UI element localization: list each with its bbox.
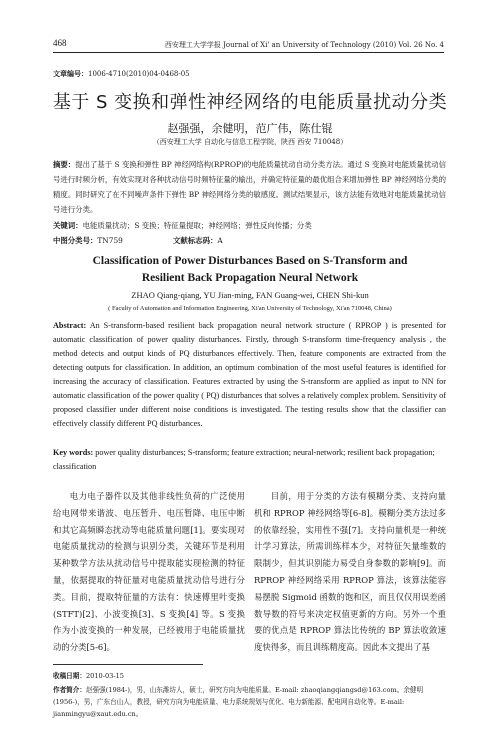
abstract-chinese [53,157,446,217]
article-number [53,69,190,79]
author-bio-label: 作者简介： [53,686,86,694]
keywords-text-english: power quality disturbances; S-transform; feature extraction; neural-network; resilient back propagation; classification [53,448,435,471]
affiliation-chinese: （西安理工大学 自动化与信息工程学院，陕西 西安 710048） [152,138,348,146]
body-paragraph-right: 目前，用于分类的方法有模糊分类、支持向量机和 RPROP 神经网络等[6-8]。模糊分类方法过多的依靠经验，实用性不强[7]。支持向量机是一种统计学习算法，所需训练样本少，对特征矢量维数的限制少，但其识别能力易受自身参数的影响[9]。而 RPROP 神经网络采用 RPROP 算法，该算法能容易摆脱 Sigmoid 函数的饱和区，而且仅仅用误差函数导数的符号来决定权值更新的方向。另外一个重要的优点是 RPROP 算法比传统的 BP 算法收敛速度快得多，而且训练精度高。因此本文提出了基 [254,491,446,653]
body-column-right [254,488,446,656]
author-bio-text: 赵强强(1984-)，男，山东潍坊人，硕士，研究方向为电能质量。E-mail: zhaoqiangqiangsd@163.com。余健明(1956-)，男，广东台山人，教授，研究方向为电能质量、电力系统规划与优化、电力新能源、配电网自动化等。E-mail: jianmingyu@xaut.edu.cn。 [53,686,424,718]
keywords-english [53,446,446,474]
footnote-received [53,670,446,682]
classification-line [53,235,446,246]
clc-label: 中图分类号： [53,236,98,245]
abstract-text-chinese: 提出了基于 S 变换和弹性 BP 神经网络构(RPROP)的电能质量扰动自动分类方法。通过 S 变换对电能质量扰动信号进行时频分析，有效实现对各种扰动信号时频特征量的输出，并确定特征量的最优组合来增加弹性 BP 神经网络分类的精度。同时研究了在不同噪声条件下弹性 BP 神经网络分类的敏感度。测试结果显示，该方法能有效地对电能质量扰动信号进行分类。 [53,160,446,214]
journal-citation: 西安理工大学学报 Journal of Xi' an University of Technology (2010) Vol. 26 No. 4 [164,41,444,49]
keywords-label-english: Key words: [53,448,94,457]
abstract-label-chinese: 摘要： [53,160,76,169]
doc-label: 文献标志码： [173,236,218,245]
page-number: 468 [53,38,67,48]
footnote-divider [53,664,203,665]
body-paragraph-left: 电力电子器件以及其他非线性负荷的广泛使用给电网带来谐波、电压暂升、电压暂降、电压中断和其它高频瞬态扰动等电能质量问题[1]。要实现对电能质量扰动的检测与识别分类，关键环节是利用某种数学方法从扰动信号中提取能实现检测的特征量，依据提取的特征量对电能质量扰动信号进行分类。目前，提取特征量的方法有：快速傅里叶变换(STFT)[2]、小波变换[3]、S 变换[4] 等。S 变换作为小波变换的一种发展，已经被用于电能质量扰动的分类[5-6]。 [53,491,245,653]
keywords-label-chinese: 关键词： [53,221,83,230]
abstract-label-english: Abstract: [53,321,87,330]
affiliation-english: ( Faculty of Automation and Information Engineering, Xi'an University of Technology, Xi'an 710048, China) [108,305,392,312]
keywords-chinese [53,220,446,231]
received-date: 2010-03-15 [85,672,124,680]
body-column-left [53,488,245,656]
footnote-authors [53,684,446,720]
article-number-value: 1006-4710(2010)04-0468-05 [88,70,190,78]
received-label: 收稿日期： [53,672,86,680]
article-number-label: 文章编号： [53,70,88,78]
document-code [173,235,223,246]
abstract-english [53,319,446,431]
doc-code: A [217,236,223,245]
clc-code: TN759 [97,236,123,245]
authors-chinese: 赵强强，余健明，范广伟，陈仕锟 [167,122,333,135]
keywords-text-chinese: 电能质量扰动；S 变换；特征量提取；神经网络；弹性反向传播；分类 [82,221,312,230]
title-chinese: 基于 S 变换和弹性神经网络的电能质量扰动分类 [52,92,448,113]
authors-english: ZHAO Qiang-qiang, YU Jian-ming, FAN Guang-wei, CHEN Shi-kun [131,290,369,300]
abstract-text-english: An S-transform-based resilient back propagation neural network structure ( RPROP ) is presented for automatic classification of power quality disturbances. Firstly, through S-transform time-frequency analysis , the method detects and output kinds of PQ disturbances effectively. Then, feature components are extracted from the detecting outputs for classification. In addition, an optimum combination of the most useful features is identified for increasing the accuracy of classification. Features extracted by using the S-transform are applied as input to NN for automatic classification of the power quality ( PQ) disturbances that solves a relatively complex problem. Sensitivity of proposed classifier under different noise conditions is investigated. The testing results show that the classifier can effectively classify different PQ disturbances. [53,321,446,428]
title-english [0,253,500,287]
title-english-line-2: Resilient Back Propagation Neural Network [141,272,359,284]
title-english-line-1: Classification of Power Disturbances Based on S-Transform and [92,255,408,267]
running-header [53,38,444,53]
